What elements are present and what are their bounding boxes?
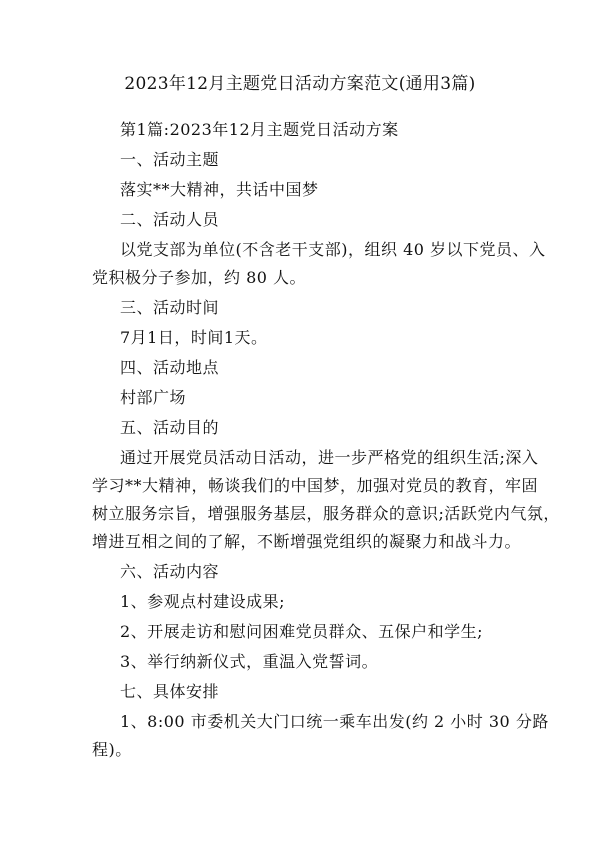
text-purpose-line2: 学习**大精神，畅谈我们的中国梦，加强对党员的教育，牢固 [92, 476, 539, 495]
text-purpose-line3: 树立服务宗旨，增强服务基层，服务群众的意识;活跃党内气氛， [92, 504, 560, 523]
heading-activity-purpose: 五、活动目的 [120, 418, 220, 437]
heading-activity-content: 六、活动内容 [120, 562, 220, 581]
list-item-content-2: 2、开展走访和慰问困难党员群众、五保户和学生; [120, 622, 484, 641]
text-personnel-line2: 党积极分子参加，约 80 人。 [92, 268, 307, 287]
document-title: 2023年12月主题党日活动方案范文(通用3篇) [124, 74, 476, 94]
heading-activity-time: 三、活动时间 [120, 298, 220, 317]
text-activity-theme: 落实**大精神，共话中国梦 [120, 180, 319, 199]
text-purpose-line1: 通过开展党员活动日活动，进一步严格党的组织生活;深入 [120, 448, 539, 467]
list-item-content-3: 3、举行纳新仪式，重温入党誓词。 [120, 652, 379, 671]
list-item-content-1: 1、参观点村建设成果; [120, 592, 286, 611]
text-personnel-line1: 以党支部为单位(不含老干支部)，组织 40 岁以下党员、入 [120, 240, 546, 259]
text-activity-time: 7月1日，时间1天。 [120, 328, 268, 347]
heading-activity-personnel: 二、活动人员 [120, 210, 220, 229]
heading-activity-theme: 一、活动主题 [120, 150, 220, 169]
heading-activity-location: 四、活动地点 [120, 358, 220, 377]
text-purpose-line4: 增进互相之间的了解，不断增强党组织的凝聚力和战斗力。 [92, 532, 522, 551]
section-heading-part1: 第1篇:2023年12月主题党日活动方案 [120, 120, 399, 139]
list-item-arrangement-1-cont: 程)。 [92, 740, 132, 759]
list-item-arrangement-1: 1、8:00 市委机关大门口统一乘车出发(约 2 小时 30 分路 [120, 712, 549, 731]
heading-specific-arrangement: 七、具体安排 [120, 682, 220, 701]
text-activity-location: 村部广场 [120, 388, 187, 407]
